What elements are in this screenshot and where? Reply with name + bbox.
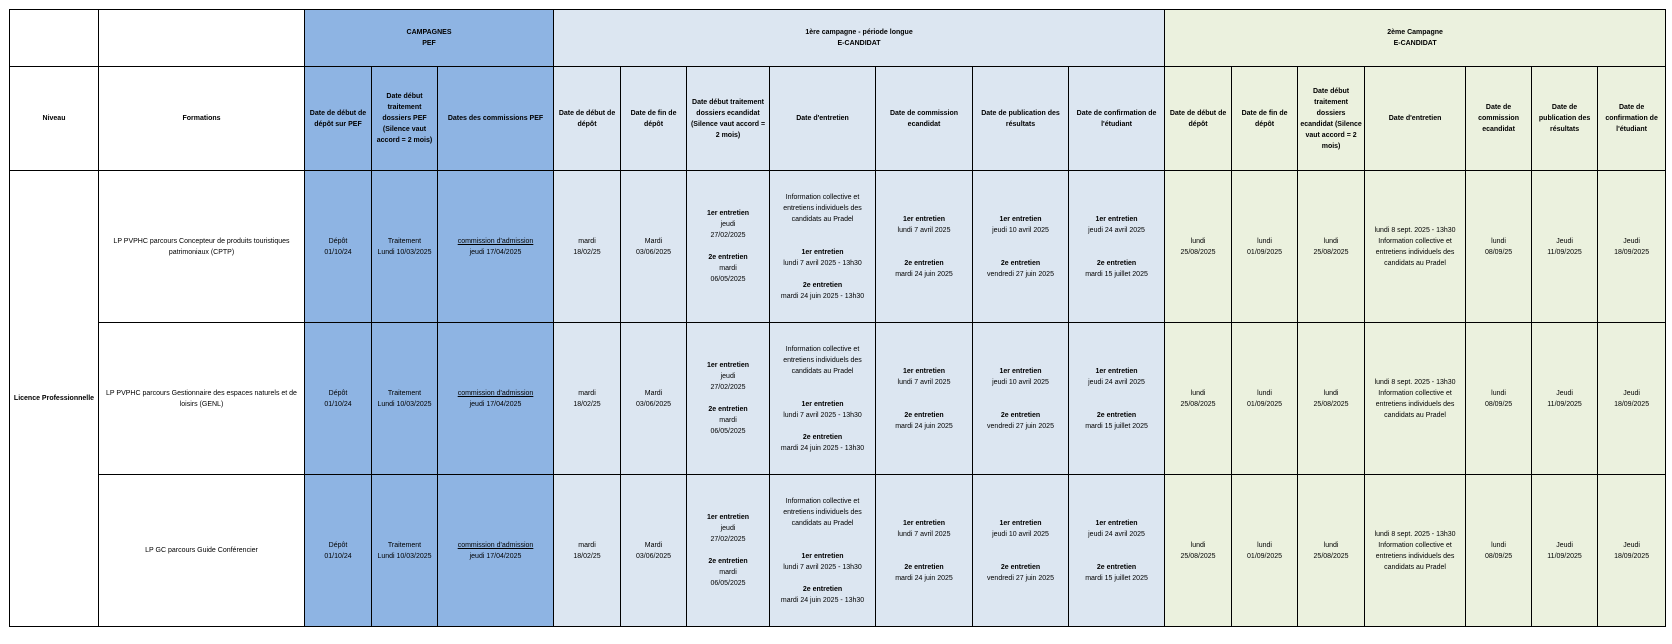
cell-line: lundi xyxy=(1257,237,1272,245)
cell-line: 08/09/25 xyxy=(1484,552,1513,560)
cell-line: Jeudi xyxy=(1623,237,1640,245)
cell-line: 1er entretien xyxy=(999,215,1042,223)
pef-depot-cell xyxy=(305,323,372,475)
cell-line: 2e entretien xyxy=(904,259,944,267)
cell-line: Jeudi xyxy=(1623,389,1640,397)
cell-line: Information collective et entretiens individuels des candidats au Pradel xyxy=(783,193,862,223)
campaign1-col-header: Date de publication des résultats xyxy=(973,67,1069,171)
campaign2-col-header: Date de commission ecandidat xyxy=(1466,67,1532,171)
cell-line: 25/08/2025 xyxy=(1313,552,1349,560)
cell-line: mardi xyxy=(578,389,596,397)
pef-traitement-cell xyxy=(372,171,438,323)
campaign1-col-header: Date de début de dépôt xyxy=(554,67,621,171)
campaign2-col-header: Date de publication des résultats xyxy=(1532,67,1598,171)
c1-entretien-cell xyxy=(770,171,876,323)
pef-group-line: PEF xyxy=(422,40,436,47)
cell-line: mardi 24 juin 2025 - 13h30 xyxy=(780,444,865,452)
c2-traitement-cell xyxy=(1298,323,1365,475)
formation-cell: LP GC parcours Guide Conférencier xyxy=(99,475,305,627)
blank-cell xyxy=(99,10,305,67)
c1-publication-cell xyxy=(973,171,1069,323)
blank-cell xyxy=(10,10,99,67)
cell-line: jeudi 17/04/2025 xyxy=(469,248,522,256)
cell-line: commission d'admission xyxy=(457,237,534,245)
cell-line: Information collective et entretiens individuels des candidats au Pradel xyxy=(1375,389,1455,419)
cell-line: Mardi xyxy=(644,237,663,245)
cell-line: 2e entretien xyxy=(802,585,843,593)
campaign2-group-line: 2ème Campagne xyxy=(1387,29,1443,36)
c2-traitement-cell xyxy=(1298,171,1365,323)
cell-line: mardi xyxy=(578,541,596,549)
formation-cell: LP PVPHC parcours Gestionnaire des espaces naturels et de loisirs (GENL) xyxy=(99,323,305,475)
cell-line: 11/09/2025 xyxy=(1547,248,1582,256)
campaign1-group-line: 1ère campagne - période longue xyxy=(805,29,913,36)
cell-line: lundi xyxy=(1491,389,1506,397)
campaign2-col-header: Date de fin de dépôt xyxy=(1232,67,1298,171)
cell-line: 01/10/24 xyxy=(324,552,352,560)
cell-line: 2e entretien xyxy=(708,254,748,261)
cell-line: 18/09/2025 xyxy=(1614,400,1650,408)
cell-line: jeudi 10 avril 2025 xyxy=(992,530,1049,538)
cell-line: Traitement xyxy=(387,541,422,549)
c1-traitement-cell xyxy=(687,323,770,475)
cell-line: Information collective et entretiens individuels des candidats au Pradel xyxy=(783,497,862,527)
cell-line: 1er entretien xyxy=(903,519,946,527)
cell-line: 01/09/2025 xyxy=(1247,248,1283,256)
cell-line: Jeudi xyxy=(1623,541,1640,549)
cell-line: Dépôt xyxy=(328,389,348,397)
cell-line: 08/09/25 xyxy=(1484,400,1513,408)
cell-line: 1er entretien xyxy=(903,367,946,375)
campaign1-col-header: Date de commission ecandidat xyxy=(876,67,973,171)
cell-line: lundi 7 avril 2025 xyxy=(897,378,951,386)
cell-line: Information collective et entretiens individuels des candidats au Pradel xyxy=(1375,237,1455,267)
cell-line: 2e entretien xyxy=(1096,411,1137,419)
pef-commission-cell xyxy=(438,323,554,475)
pef-group-line: CAMPAGNES xyxy=(406,29,452,36)
cell-line: 18/09/2025 xyxy=(1614,552,1650,560)
cell-line: mardi 24 juin 2025 xyxy=(895,270,953,278)
cell-line: 27/02/2025 xyxy=(710,536,746,543)
cell-line: 25/08/2025 xyxy=(1180,248,1216,256)
cell-line: mardi xyxy=(719,265,737,272)
c2-debut-cell xyxy=(1165,171,1232,323)
cell-line: 1er entretien xyxy=(707,514,750,521)
c1-confirmation-cell xyxy=(1069,171,1165,323)
c2-entretien-cell xyxy=(1365,171,1466,323)
cell-line: lundi xyxy=(1190,237,1206,245)
c1-debut-cell xyxy=(554,475,621,627)
cell-line: mardi 24 juin 2025 xyxy=(895,574,953,582)
pef-traitement-cell xyxy=(372,323,438,475)
pef-depot-cell xyxy=(305,171,372,323)
cell-line: 25/08/2025 xyxy=(1313,400,1349,408)
cell-line: vendredi 27 juin 2025 xyxy=(987,270,1054,278)
cell-line: 25/08/2025 xyxy=(1180,552,1216,560)
cell-line: lundi 8 sept. 2025 - 13h30 xyxy=(1374,226,1456,234)
cell-line: jeudi 17/04/2025 xyxy=(469,400,522,408)
cell-line: jeudi 10 avril 2025 xyxy=(992,226,1049,234)
campaign2-col-header: Date d'entretien xyxy=(1365,67,1466,171)
c2-commission-cell xyxy=(1466,475,1532,627)
c1-traitement-cell xyxy=(687,475,770,627)
schedule-table xyxy=(9,9,1666,627)
c1-commission-cell xyxy=(876,323,973,475)
cell-line: 01/10/24 xyxy=(324,400,352,408)
cell-line: Information collective et entretiens individuels des candidats au Pradel xyxy=(1375,541,1455,571)
table-row xyxy=(10,475,1666,627)
campaign1-col-header: Date de fin de dépôt xyxy=(621,67,687,171)
campaign1-group-header xyxy=(554,10,1165,67)
campaign1-col-header: Date début traitement dossiers ecandidat (Silence vaut accord = 2 mois) xyxy=(687,67,770,171)
cell-line: 2e entretien xyxy=(1096,259,1137,267)
cell-line: lundi 7 avril 2025 - 13h30 xyxy=(783,259,862,267)
pef-col-header: Date début traitement dossiers PEF (Silence vaut accord = 2 mois) xyxy=(372,67,438,171)
cell-line: 06/05/2025 xyxy=(710,580,746,587)
cell-line: mardi 15 juillet 2025 xyxy=(1085,422,1148,430)
cell-line: 1er entretien xyxy=(801,248,844,256)
cell-line: lundi 8 sept. 2025 - 13h30 xyxy=(1374,530,1456,538)
c1-fin-cell xyxy=(621,323,687,475)
c2-confirmation-cell xyxy=(1598,323,1666,475)
cell-line: lundi xyxy=(1190,389,1206,397)
cell-line: jeudi 24 avril 2025 xyxy=(1088,530,1145,538)
cell-line: 2e entretien xyxy=(1000,563,1041,571)
c2-debut-cell xyxy=(1165,475,1232,627)
pef-commission-cell xyxy=(438,171,554,323)
cell-line: 18/02/25 xyxy=(573,248,601,256)
cell-line: 06/05/2025 xyxy=(710,276,746,283)
cell-line: mardi 15 juillet 2025 xyxy=(1085,270,1148,278)
cell-line: 1er entretien xyxy=(707,362,750,369)
cell-line: lundi xyxy=(1323,541,1339,549)
c1-fin-cell xyxy=(621,475,687,627)
cell-line: lundi xyxy=(1257,541,1272,549)
pef-group-header xyxy=(305,10,554,67)
c1-confirmation-cell xyxy=(1069,475,1165,627)
cell-line: 27/02/2025 xyxy=(710,232,746,239)
pef-traitement-cell xyxy=(372,475,438,627)
c2-publication-cell xyxy=(1532,171,1598,323)
cell-line: Jeudi xyxy=(1556,237,1573,245)
cell-line: Traitement xyxy=(387,237,422,245)
cell-line: Lundi 10/03/2025 xyxy=(377,552,432,560)
cell-line: 01/10/24 xyxy=(324,248,352,256)
cell-line: mardi 24 juin 2025 - 13h30 xyxy=(780,292,865,300)
cell-line: jeudi xyxy=(720,373,736,380)
cell-line: 2e entretien xyxy=(1096,563,1137,571)
c2-confirmation-cell xyxy=(1598,475,1666,627)
c2-publication-cell xyxy=(1532,323,1598,475)
cell-line: lundi 7 avril 2025 - 13h30 xyxy=(783,411,862,419)
c1-debut-cell xyxy=(554,171,621,323)
cell-line: lundi 7 avril 2025 xyxy=(897,226,951,234)
cell-line: Jeudi xyxy=(1556,389,1573,397)
cell-line: lundi 7 avril 2025 - 13h30 xyxy=(783,563,862,571)
cell-line: vendredi 27 juin 2025 xyxy=(987,422,1054,430)
campaign1-col-header: Date d'entretien xyxy=(770,67,876,171)
c2-fin-cell xyxy=(1232,171,1298,323)
c1-entretien-cell xyxy=(770,475,876,627)
cell-line: 2e entretien xyxy=(708,558,748,565)
cell-line: 06/05/2025 xyxy=(710,428,746,435)
cell-line: 1er entretien xyxy=(999,367,1042,375)
campaign2-col-header: Date de début de dépôt xyxy=(1165,67,1232,171)
cell-line: 25/08/2025 xyxy=(1313,248,1349,256)
cell-line: 18/09/2025 xyxy=(1614,248,1650,256)
campaign1-group-line: E-CANDIDAT xyxy=(837,40,881,47)
cell-line: Mardi xyxy=(644,389,663,397)
table-row xyxy=(10,171,1666,323)
c2-entretien-cell xyxy=(1365,475,1466,627)
cell-line: 1er entretien xyxy=(801,400,844,408)
niveau-cell: Licence Professionnelle xyxy=(10,171,99,627)
cell-line: jeudi xyxy=(720,221,736,228)
cell-line: jeudi 17/04/2025 xyxy=(469,552,522,560)
table-row xyxy=(10,323,1666,475)
cell-line: mardi 24 juin 2025 - 13h30 xyxy=(780,596,865,604)
cell-line: Lundi 10/03/2025 xyxy=(377,400,432,408)
cell-line: mardi xyxy=(719,569,737,576)
cell-line: commission d'admission xyxy=(457,389,534,397)
cell-line: 2e entretien xyxy=(802,433,843,441)
cell-line: mardi 24 juin 2025 xyxy=(895,422,953,430)
column-header-row xyxy=(10,67,1666,171)
formation-cell: LP PVPHC parcours Concepteur de produits touristiques patrimoniaux (CPTP) xyxy=(99,171,305,323)
campaign2-col-header: Date de confirmation de l'étudiant xyxy=(1598,67,1666,171)
cell-line: Traitement xyxy=(387,389,422,397)
c2-traitement-cell xyxy=(1298,475,1365,627)
formations-header: Formations xyxy=(99,67,305,171)
cell-line: 25/08/2025 xyxy=(1180,400,1216,408)
cell-line: 2e entretien xyxy=(1000,259,1041,267)
pef-depot-cell xyxy=(305,475,372,627)
cell-line: lundi xyxy=(1491,541,1506,549)
cell-line: 27/02/2025 xyxy=(710,384,746,391)
niveau-header: Niveau xyxy=(10,67,99,171)
c2-entretien-cell xyxy=(1365,323,1466,475)
cell-line: lundi xyxy=(1491,237,1506,245)
cell-line: mardi 15 juillet 2025 xyxy=(1085,574,1148,582)
cell-line: lundi xyxy=(1257,389,1272,397)
cell-line: lundi xyxy=(1190,541,1206,549)
campaign1-col-header: Date de confirmation de l'étudiant xyxy=(1069,67,1165,171)
c1-traitement-cell xyxy=(687,171,770,323)
cell-line: Mardi xyxy=(644,541,663,549)
cell-line: lundi xyxy=(1323,237,1339,245)
c1-commission-cell xyxy=(876,171,973,323)
campaign2-col-header: Date début traitement dossiers ecandidat (Silence vaut accord = 2 mois) xyxy=(1298,67,1365,171)
cell-line: 03/06/2025 xyxy=(635,400,672,408)
cell-line: vendredi 27 juin 2025 xyxy=(987,574,1054,582)
cell-line: jeudi 24 avril 2025 xyxy=(1088,378,1145,386)
cell-line: jeudi 24 avril 2025 xyxy=(1088,226,1145,234)
cell-line: lundi xyxy=(1323,389,1339,397)
pef-col-header: Date de début de dépôt sur PEF xyxy=(305,67,372,171)
cell-line: 2e entretien xyxy=(904,563,944,571)
cell-line: lundi 8 sept. 2025 - 13h30 xyxy=(1374,378,1456,386)
c2-debut-cell xyxy=(1165,323,1232,475)
pef-col-header: Dates des commissions PEF xyxy=(438,67,554,171)
cell-line: 03/06/2025 xyxy=(635,248,672,256)
cell-line: commission d'admission xyxy=(457,541,534,549)
cell-line: 1er entretien xyxy=(707,210,750,217)
cell-line: 1er entretien xyxy=(1095,215,1138,223)
cell-line: 08/09/25 xyxy=(1484,248,1513,256)
cell-line: 2e entretien xyxy=(1000,411,1041,419)
cell-line: lundi 7 avril 2025 xyxy=(897,530,951,538)
group-header-row xyxy=(10,10,1666,67)
cell-line: Jeudi xyxy=(1556,541,1573,549)
cell-line: 1er entretien xyxy=(903,215,946,223)
c2-commission-cell xyxy=(1466,171,1532,323)
cell-line: 1er entretien xyxy=(1095,519,1138,527)
cell-line: Lundi 10/03/2025 xyxy=(377,248,432,256)
c2-fin-cell xyxy=(1232,475,1298,627)
cell-line: mardi xyxy=(719,417,737,424)
cell-line: 11/09/2025 xyxy=(1547,552,1582,560)
c1-debut-cell xyxy=(554,323,621,475)
c1-publication-cell xyxy=(973,475,1069,627)
c1-confirmation-cell xyxy=(1069,323,1165,475)
campaign2-group-line: E-CANDIDAT xyxy=(1393,40,1437,47)
cell-line: Dépôt xyxy=(328,237,348,245)
cell-line: 01/09/2025 xyxy=(1247,400,1283,408)
c2-fin-cell xyxy=(1232,323,1298,475)
cell-line: 2e entretien xyxy=(802,281,843,289)
cell-line: 2e entretien xyxy=(708,406,748,413)
campaign2-group-header xyxy=(1165,10,1666,67)
pef-commission-cell xyxy=(438,475,554,627)
cell-line: 03/06/2025 xyxy=(635,552,672,560)
cell-line: jeudi 10 avril 2025 xyxy=(992,378,1049,386)
cell-line: 2e entretien xyxy=(904,411,944,419)
c2-publication-cell xyxy=(1532,475,1598,627)
c1-fin-cell xyxy=(621,171,687,323)
c1-commission-cell xyxy=(876,475,973,627)
c2-commission-cell xyxy=(1466,323,1532,475)
c2-confirmation-cell xyxy=(1598,171,1666,323)
cell-line: 18/02/25 xyxy=(573,552,601,560)
cell-line: 01/09/2025 xyxy=(1247,552,1283,560)
cell-line: Information collective et entretiens individuels des candidats au Pradel xyxy=(783,345,862,375)
cell-line: 1er entretien xyxy=(1095,367,1138,375)
cell-line: jeudi xyxy=(720,525,736,532)
c1-publication-cell xyxy=(973,323,1069,475)
cell-line: 1er entretien xyxy=(999,519,1042,527)
cell-line: Dépôt xyxy=(328,541,348,549)
cell-line: 11/09/2025 xyxy=(1547,400,1582,408)
c1-entretien-cell xyxy=(770,323,876,475)
cell-line: 18/02/25 xyxy=(573,400,601,408)
cell-line: mardi xyxy=(578,237,596,245)
cell-line: 1er entretien xyxy=(801,552,844,560)
